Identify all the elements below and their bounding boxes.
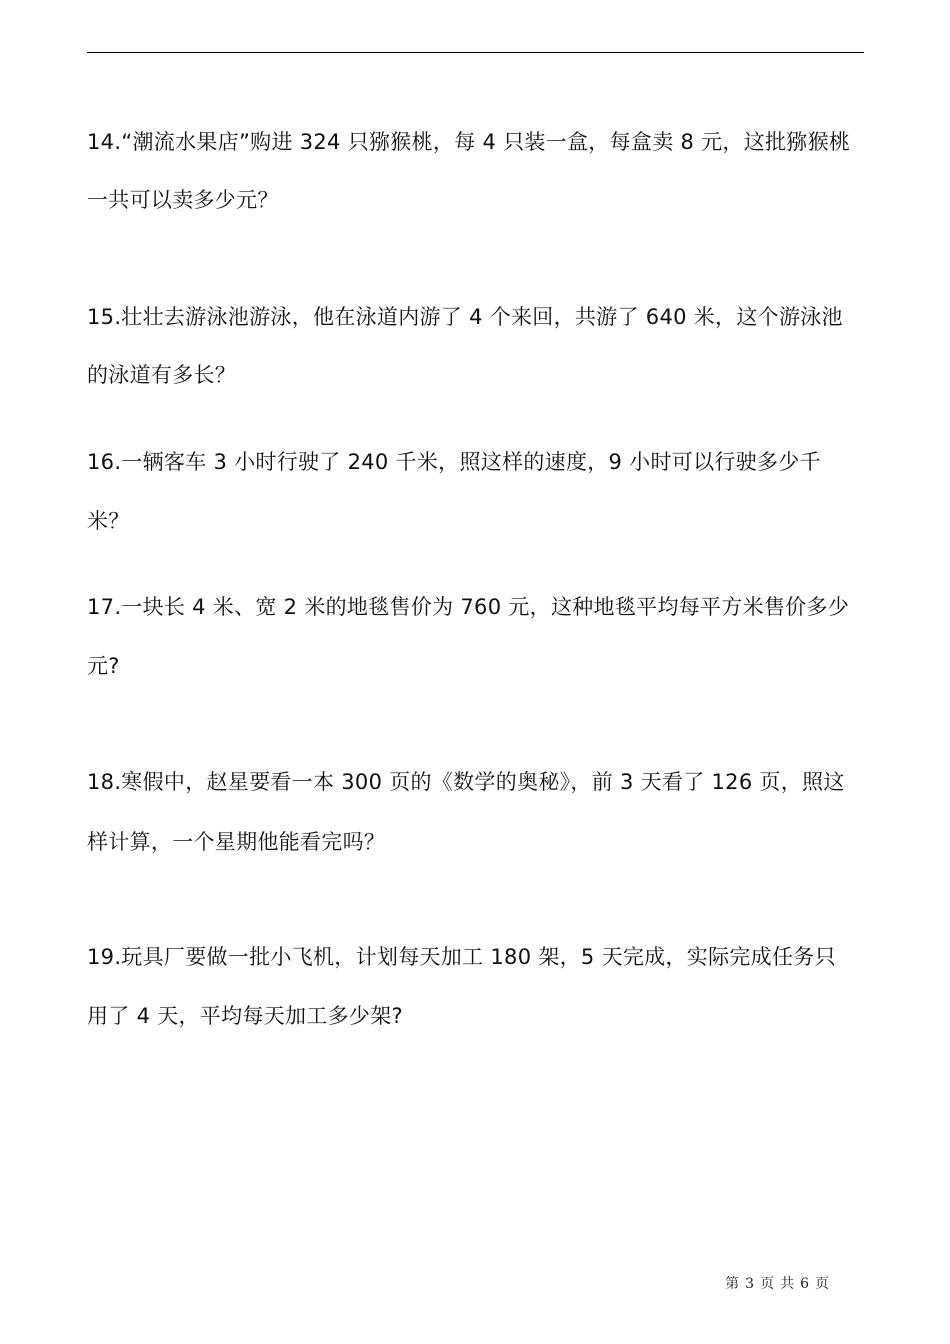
question-line: 米？ (87, 509, 130, 533)
question-line: 15.壮壮去游泳池游泳，他在泳道内游了 4 个来回，共游了 640 米，这个游泳池 (87, 305, 843, 329)
footer-gong: 共 (780, 1276, 795, 1292)
question-line: 元? (87, 654, 120, 678)
page-number-current: 3 (745, 1276, 755, 1292)
question-line: 的泳道有多长？ (87, 363, 237, 387)
question-line: 一共可以卖多少元？ (87, 188, 279, 212)
footer-ye: 页 (815, 1276, 829, 1292)
question-line: 用了 4 天，平均每天加工多少架? (87, 1004, 403, 1028)
question-line: 14.“潮流水果店”购进 324 只猕猴桃，每 4 只装一盒，每盒卖 8 元，这批猕猴桃 (87, 130, 851, 154)
question-line: 18.寒假中，赵星要看一本 300 页的《数学的奥秘》，前 3 天看了 126 页，照这 (87, 770, 845, 794)
question-line: 16.一辆客车 3 小时行驶了 240 千米，照这样的速度，9 小时可以行驶多少千 (87, 450, 821, 474)
question-line: 19.玩具厂要做一批小飞机，计划每天加工 180 架，5 天完成，实际完成任务只 (87, 945, 836, 969)
page-number-total: 6 (800, 1276, 809, 1292)
question-line: 17.一块长 4 米、宽 2 米的地毯售价为 760 元，这种地毯平均每平方米售价多少 (87, 595, 850, 619)
footer-di: 第 (725, 1276, 740, 1292)
page-footer (722, 1273, 832, 1293)
footer-ye: 页 (760, 1276, 775, 1292)
header-rule (87, 52, 864, 53)
question-line: 样计算，一个星期他能看完吗？ (87, 830, 386, 854)
